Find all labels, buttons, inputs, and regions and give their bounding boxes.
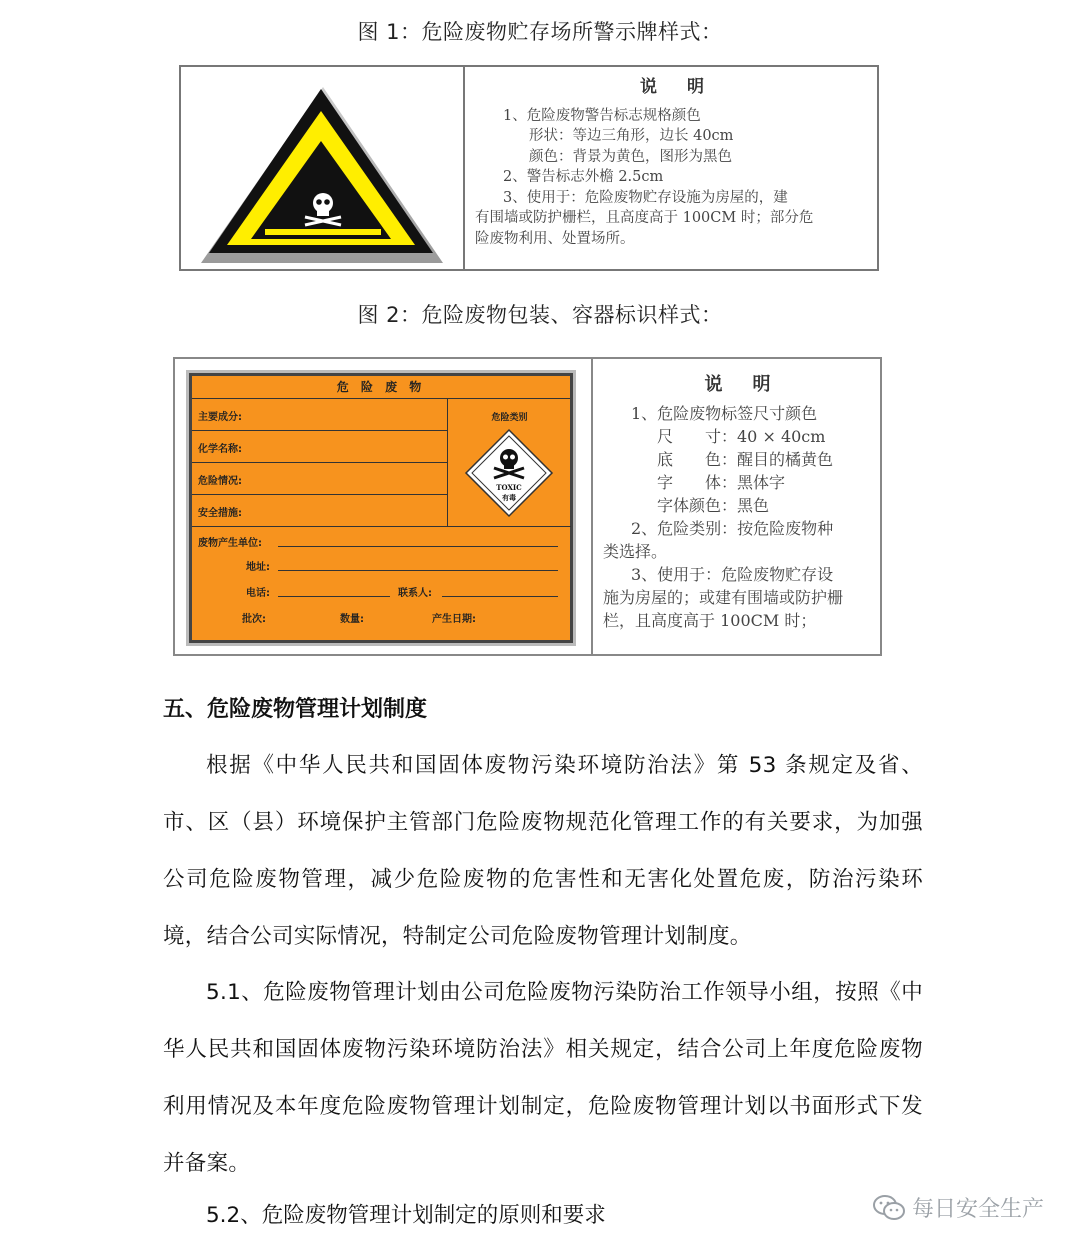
hazard-waste-label: [189, 373, 573, 643]
figure2-desc-line: 尺 寸：40 × 40cm: [657, 427, 826, 446]
figure2-description: [595, 359, 880, 654]
figure2-desc-line: 3、使用于：危险废物贮存设: [631, 565, 834, 584]
figure1-desc-line: 2、警告标志外檐 2.5cm: [503, 169, 664, 185]
figure2-desc-line: 施为房屋的；或建有围墙或防护栅: [603, 588, 844, 607]
figure1-description: [467, 67, 877, 269]
figure2-desc-line: 字 体：黑体字: [657, 473, 786, 492]
toxic-diamond-icon: [464, 428, 554, 518]
warning-sign-cell: [181, 67, 465, 269]
figure1-caption: 图 1：危险废物贮存场所警示牌样式：: [357, 20, 723, 44]
figure2-desc-title: 说明: [704, 374, 801, 395]
figure2-desc-line: 栏，且高度高于 100CM 时；: [603, 611, 817, 630]
label-address: 地址:: [246, 562, 270, 573]
label-phone: 电话:: [246, 588, 270, 599]
label-producer: 废物产生单位:: [198, 538, 262, 549]
section-subheading: 5.2、危险废物管理计划制定的原则和要求: [206, 1203, 606, 1228]
figure1-desc-line: 形状：等边三角形，边长 40cm: [529, 128, 734, 144]
watermark: [872, 1192, 1044, 1223]
figure2-desc-line: 1、危险废物标签尺寸颜色: [631, 404, 818, 423]
toxic-cn-text: 有毒: [502, 494, 516, 502]
label-row: [192, 494, 447, 527]
figure1-desc-line: 3、使用于：危险废物贮存设施为房屋的，建: [503, 189, 788, 206]
underline: [278, 596, 390, 597]
wechat-icon: [872, 1194, 906, 1222]
section-heading: 五、危险废物管理计划制度: [163, 697, 428, 722]
label-batch: 批次:: [242, 614, 266, 625]
label-row: [192, 398, 447, 431]
section-paragraph-2: 5.1、危险废物管理计划由公司危险废物污染防治工作领导小组，按照《中华人民共和国固体废物污染环境防治法》相关规定，结合公司上年度危险废物利用情况及本年度危险废物管理计划制定，危险废物管理计划以书面形式下发并备案。: [163, 980, 923, 1176]
figure2-desc-line: 类选择。: [603, 542, 668, 561]
label-head: 危 险 废 物: [192, 376, 570, 399]
label-row: [192, 430, 447, 463]
figure2-table: [173, 357, 882, 656]
hazard-label-cell: [175, 359, 593, 654]
watermark-text: 每日安全生产: [911, 1197, 1044, 1222]
label-date: 产生日期:: [432, 614, 476, 625]
label-row-text: 危险情况:: [198, 476, 242, 487]
figure2-desc-line: 2、危险类别：按危险废物种: [631, 519, 834, 538]
hazard-category-cell: [447, 398, 571, 527]
label-contact: 联系人:: [398, 588, 432, 599]
underline: [442, 596, 558, 597]
figure1-table: [179, 65, 879, 271]
label-row: [192, 462, 447, 495]
figure1-desc-title: 说明: [640, 77, 734, 97]
label-row-text: 化学名称:: [198, 444, 242, 455]
figure2-desc-line: 字体颜色：黑色: [657, 496, 770, 515]
hazard-category-title: 危险类别: [491, 413, 528, 423]
underline: [278, 570, 558, 571]
section-paragraph-1: 根据《中华人民共和国固体废物污染环境防治法》第 53 条规定及省、市、区（县）环境保护主管部门危险废物规范化管理工作的有关要求，为加强公司危险废物管理，减少危险废物的危害性和无害化处置危废，防治污染环境，结合公司实际情况，特制定公司危险废物管理计划制度。: [163, 753, 923, 949]
figure1-desc-line: 1、危险废物警告标志规格颜色: [503, 107, 701, 124]
figure1-desc-line: 颜色：背景为黄色，图形为黑色: [529, 148, 732, 165]
underline: [278, 546, 558, 547]
label-row-text: 主要成分:: [198, 412, 242, 423]
label-row-text: 安全措施:: [198, 508, 242, 519]
figure2-desc-line: 底 色：醒目的橘黄色: [657, 450, 834, 469]
label-quantity: 数量:: [340, 614, 364, 625]
toxic-en-text: TOXIC: [496, 483, 522, 492]
figure1-desc-line: 有围墙或防护栅栏，且高度高于 100CM 时；部分危: [475, 210, 814, 226]
figure2-caption: 图 2：危险废物包装、容器标识样式：: [357, 303, 723, 327]
hazard-warning-sign-icon: [181, 67, 461, 269]
figure1-desc-line: 险废物利用、处置场所。: [475, 230, 635, 247]
